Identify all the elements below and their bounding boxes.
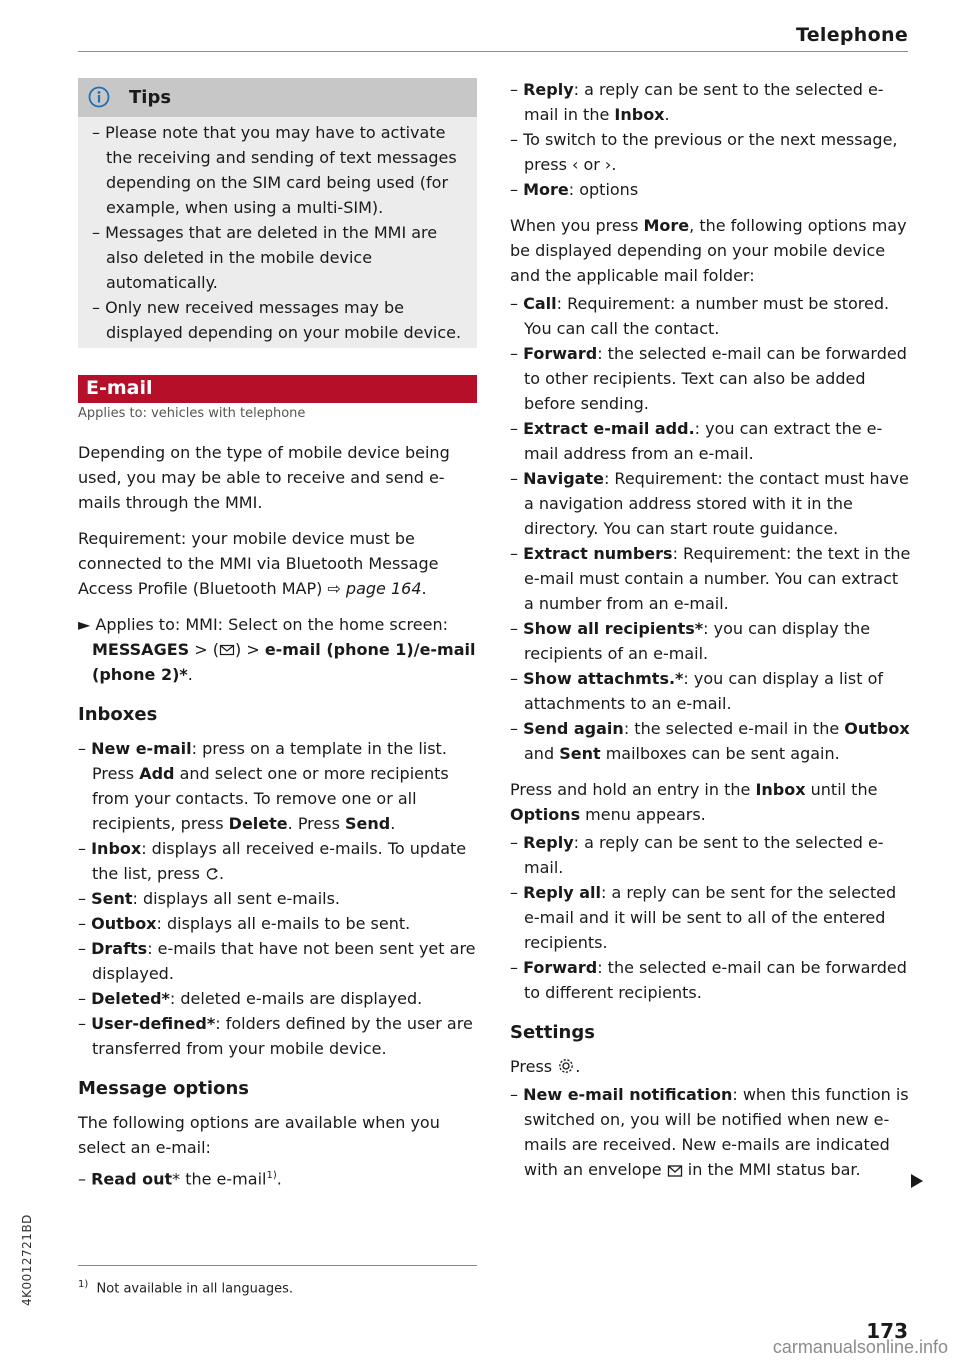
list-item: – Sent: displays all sent e-mails. (78, 889, 341, 908)
subheading-inboxes: Inboxes (78, 704, 158, 725)
message-options-intro: The following options are available when you select an e-mail: (78, 1113, 440, 1157)
tips-list (92, 120, 472, 345)
list-item: – Reply: a reply can be sent to the selected e-mail in the Inbox. (510, 80, 884, 124)
list-item: – User-defined*: folders defined by the user are transferred from your mobile device. (78, 1014, 473, 1058)
tips-box (78, 78, 477, 348)
list-item: – Reply: a reply can be sent to the selected e-mail. (510, 833, 884, 877)
section-heading-email (78, 375, 477, 403)
tips-title: Tips (129, 87, 172, 108)
header-title: Telephone (795, 24, 908, 46)
list-item: – Forward: the selected e-mail can be forwarded to different recipients. (510, 958, 907, 1002)
list-item: – Inbox: displays all received e-mails. To update the list, press . (78, 839, 467, 883)
list-item: – To switch to the previous or the next message, press ‹ or ›. (510, 130, 898, 174)
applies-note: Applies to: vehicles with telephone (78, 406, 306, 421)
page-link[interactable]: page 164 (345, 579, 422, 598)
intro-paragraph: Depending on the type of mobile device being used, you may be able to receive and send e-mails through the MMI. (78, 443, 450, 512)
list-item: – Call: Requirement: a number must be stored. You can call the contact. (510, 294, 890, 338)
more-intro: When you press More, the following options may be displayed depending on your mobile device and the applicable mail folder: (510, 216, 907, 285)
footnote: $^{1)}$ Not available in all languages. (78, 1279, 293, 1297)
press-hold-paragraph: Press and hold an entry in the Inbox until the Options menu appears. (510, 780, 878, 824)
list-item: – Show attachmts.*: you can display a list of attachments to an e-mail. (510, 669, 883, 713)
footnote-rule (78, 1265, 477, 1266)
list-item: – Extract e-mail add.: you can extract the e-mail address from an e-mail. (510, 419, 883, 463)
list-item: – Show all recipients*: you can display the recipients of an e-mail. (510, 619, 871, 663)
tips-item: – Please note that you may have to activate the receiving and sending of text messages depending on the SIM card being used (for example, when using a multi-SIM). (92, 123, 457, 217)
requirement-paragraph: Requirement: your mobile device must be connected to the MMI via Bluetooth Message Access Profile (Bluetooth MAP) ⇨ page 164. (78, 529, 439, 598)
section-title: E-mail (86, 377, 153, 399)
list-item: – Navigate: Requirement: the contact must have a navigation address stored with it in the directory. You can start route guidance. (510, 469, 909, 538)
more-options-list (510, 291, 912, 766)
inboxes-list (78, 736, 478, 1061)
list-item: – Reply all: a reply can be sent for the selected e-mail and it will be sent to all of the entered recipients. (510, 883, 897, 952)
list-item: – More: options (510, 180, 639, 199)
continue-arrow-icon (911, 1174, 923, 1188)
right-column-body (510, 77, 912, 1182)
info-icon (88, 86, 110, 108)
left-column-body (78, 440, 478, 1191)
list-item: – Deleted*: deleted e-mails are displayed. (78, 989, 423, 1008)
list-item: – Forward: the selected e-mail can be forwarded to other recipients. Text can also be added before sending. (510, 344, 907, 413)
list-item: – New e-mail notification: when this function is switched on, you will be notified when new e-mails are received. New e-mails are indicated with an envelope in the MMI status bar. (510, 1085, 909, 1179)
tips-header (78, 78, 477, 117)
envelope-icon (667, 1164, 683, 1178)
options-list (510, 830, 912, 1005)
list-item: – Drafts: e-mails that have not been sent yet are displayed. (78, 939, 476, 983)
list-item: – Outbox: displays all e-mails to be sent. (78, 914, 411, 933)
list-item: – New e-mail: press on a template in the list. Press Add and select one or more recipients from your contacts. To remove one or all recipients, press Delete. Press Send. (78, 739, 449, 833)
list-item: – Extract numbers: Requirement: the text in the e-mail must contain a number. You can extract a number from an e-mail. (510, 544, 911, 613)
watermark: carmanualsonline.info (772, 1337, 948, 1357)
tips-item: – Messages that are deleted in the MMI are also deleted in the mobile device automatically. (92, 223, 438, 292)
envelope-icon (219, 642, 235, 658)
gear-icon (557, 1057, 575, 1075)
settings-press: Press . (510, 1057, 581, 1076)
document-code: 4K0012721BD (20, 1214, 34, 1306)
refresh-icon (205, 866, 219, 882)
applies-mmi: ► Applies to: MMI: Select on the home screen: MESSAGES > ( ) > e-mail (phone 1)/e-mail (phone 2)*. (78, 615, 476, 684)
subheading-message-options: Message options (78, 1078, 249, 1099)
list-item: – Read out* the e-mail$^{1)}$. (78, 1169, 282, 1189)
tips-item: – Only new received messages may be displayed depending on your mobile device. (92, 298, 462, 342)
header-rule (78, 51, 908, 52)
list-item: – Send again: the selected e-mail in the Outbox and Sent mailboxes can be sent again. (510, 719, 910, 763)
subheading-settings: Settings (510, 1022, 595, 1043)
page-number: 173 (866, 1319, 908, 1343)
